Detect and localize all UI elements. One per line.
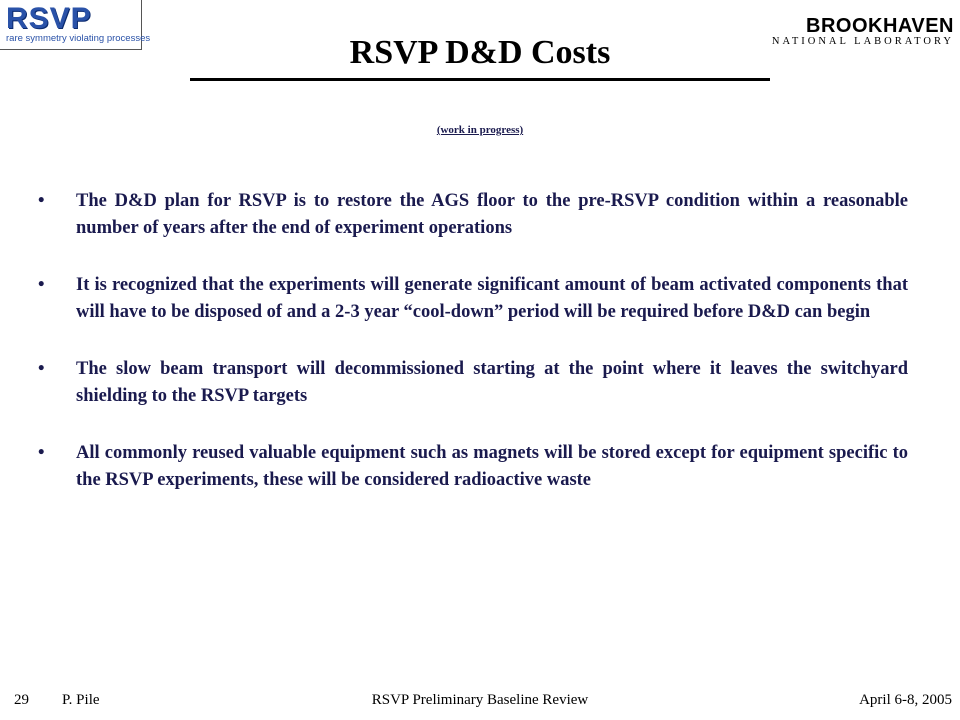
footer-author: P. Pile	[62, 692, 100, 708]
bullet-dot: •	[38, 443, 45, 463]
bullet-item	[38, 356, 908, 410]
title-rule	[190, 78, 770, 81]
bullet-dot: •	[38, 191, 45, 211]
bullet-dot: •	[38, 275, 45, 295]
bullet-dot: •	[38, 359, 45, 379]
slide-title: RSVP D&D Costs	[349, 34, 611, 71]
bullet-list	[38, 188, 908, 524]
bullet-text: The slow beam transport will decommissioned starting at the point where it leaves the switchyard shielding to the RSVP targets	[76, 359, 908, 406]
bullet-text: It is recognized that the experiments will generate significant amount of beam activated components that will have to be disposed of and a 2-3 year “cool-down” period will be required before D&D can begin	[76, 275, 908, 322]
bullet-item	[38, 188, 908, 242]
bullet-text: All commonly reused valuable equipment such as magnets will be stored except for equipment specific to the RSVP experiments, these will be considered radioactive waste	[76, 443, 908, 490]
brookhaven-logo-subtitle: NATIONAL LABORATORY	[771, 36, 954, 47]
bullet-text: The D&D plan for RSVP is to restore the AGS floor to the pre-RSVP condition within a reasonable number of years after the end of experiment operations	[76, 191, 908, 238]
footer-review-title: RSVP Preliminary Baseline Review	[371, 692, 589, 708]
bullet-item	[38, 272, 908, 326]
rsvp-logo-tagline: rare symmetry violating processes	[6, 33, 151, 44]
rsvp-logo-wordmark: RSVP	[6, 2, 92, 35]
bullet-item	[38, 440, 908, 494]
footer-page-number: 29	[14, 692, 29, 708]
footer-date: April 6-8, 2005	[859, 692, 952, 708]
slide-subtitle: (work in progress)	[436, 124, 524, 136]
footer	[0, 692, 960, 712]
brookhaven-logo-name: BROOKHAVEN	[806, 15, 954, 37]
